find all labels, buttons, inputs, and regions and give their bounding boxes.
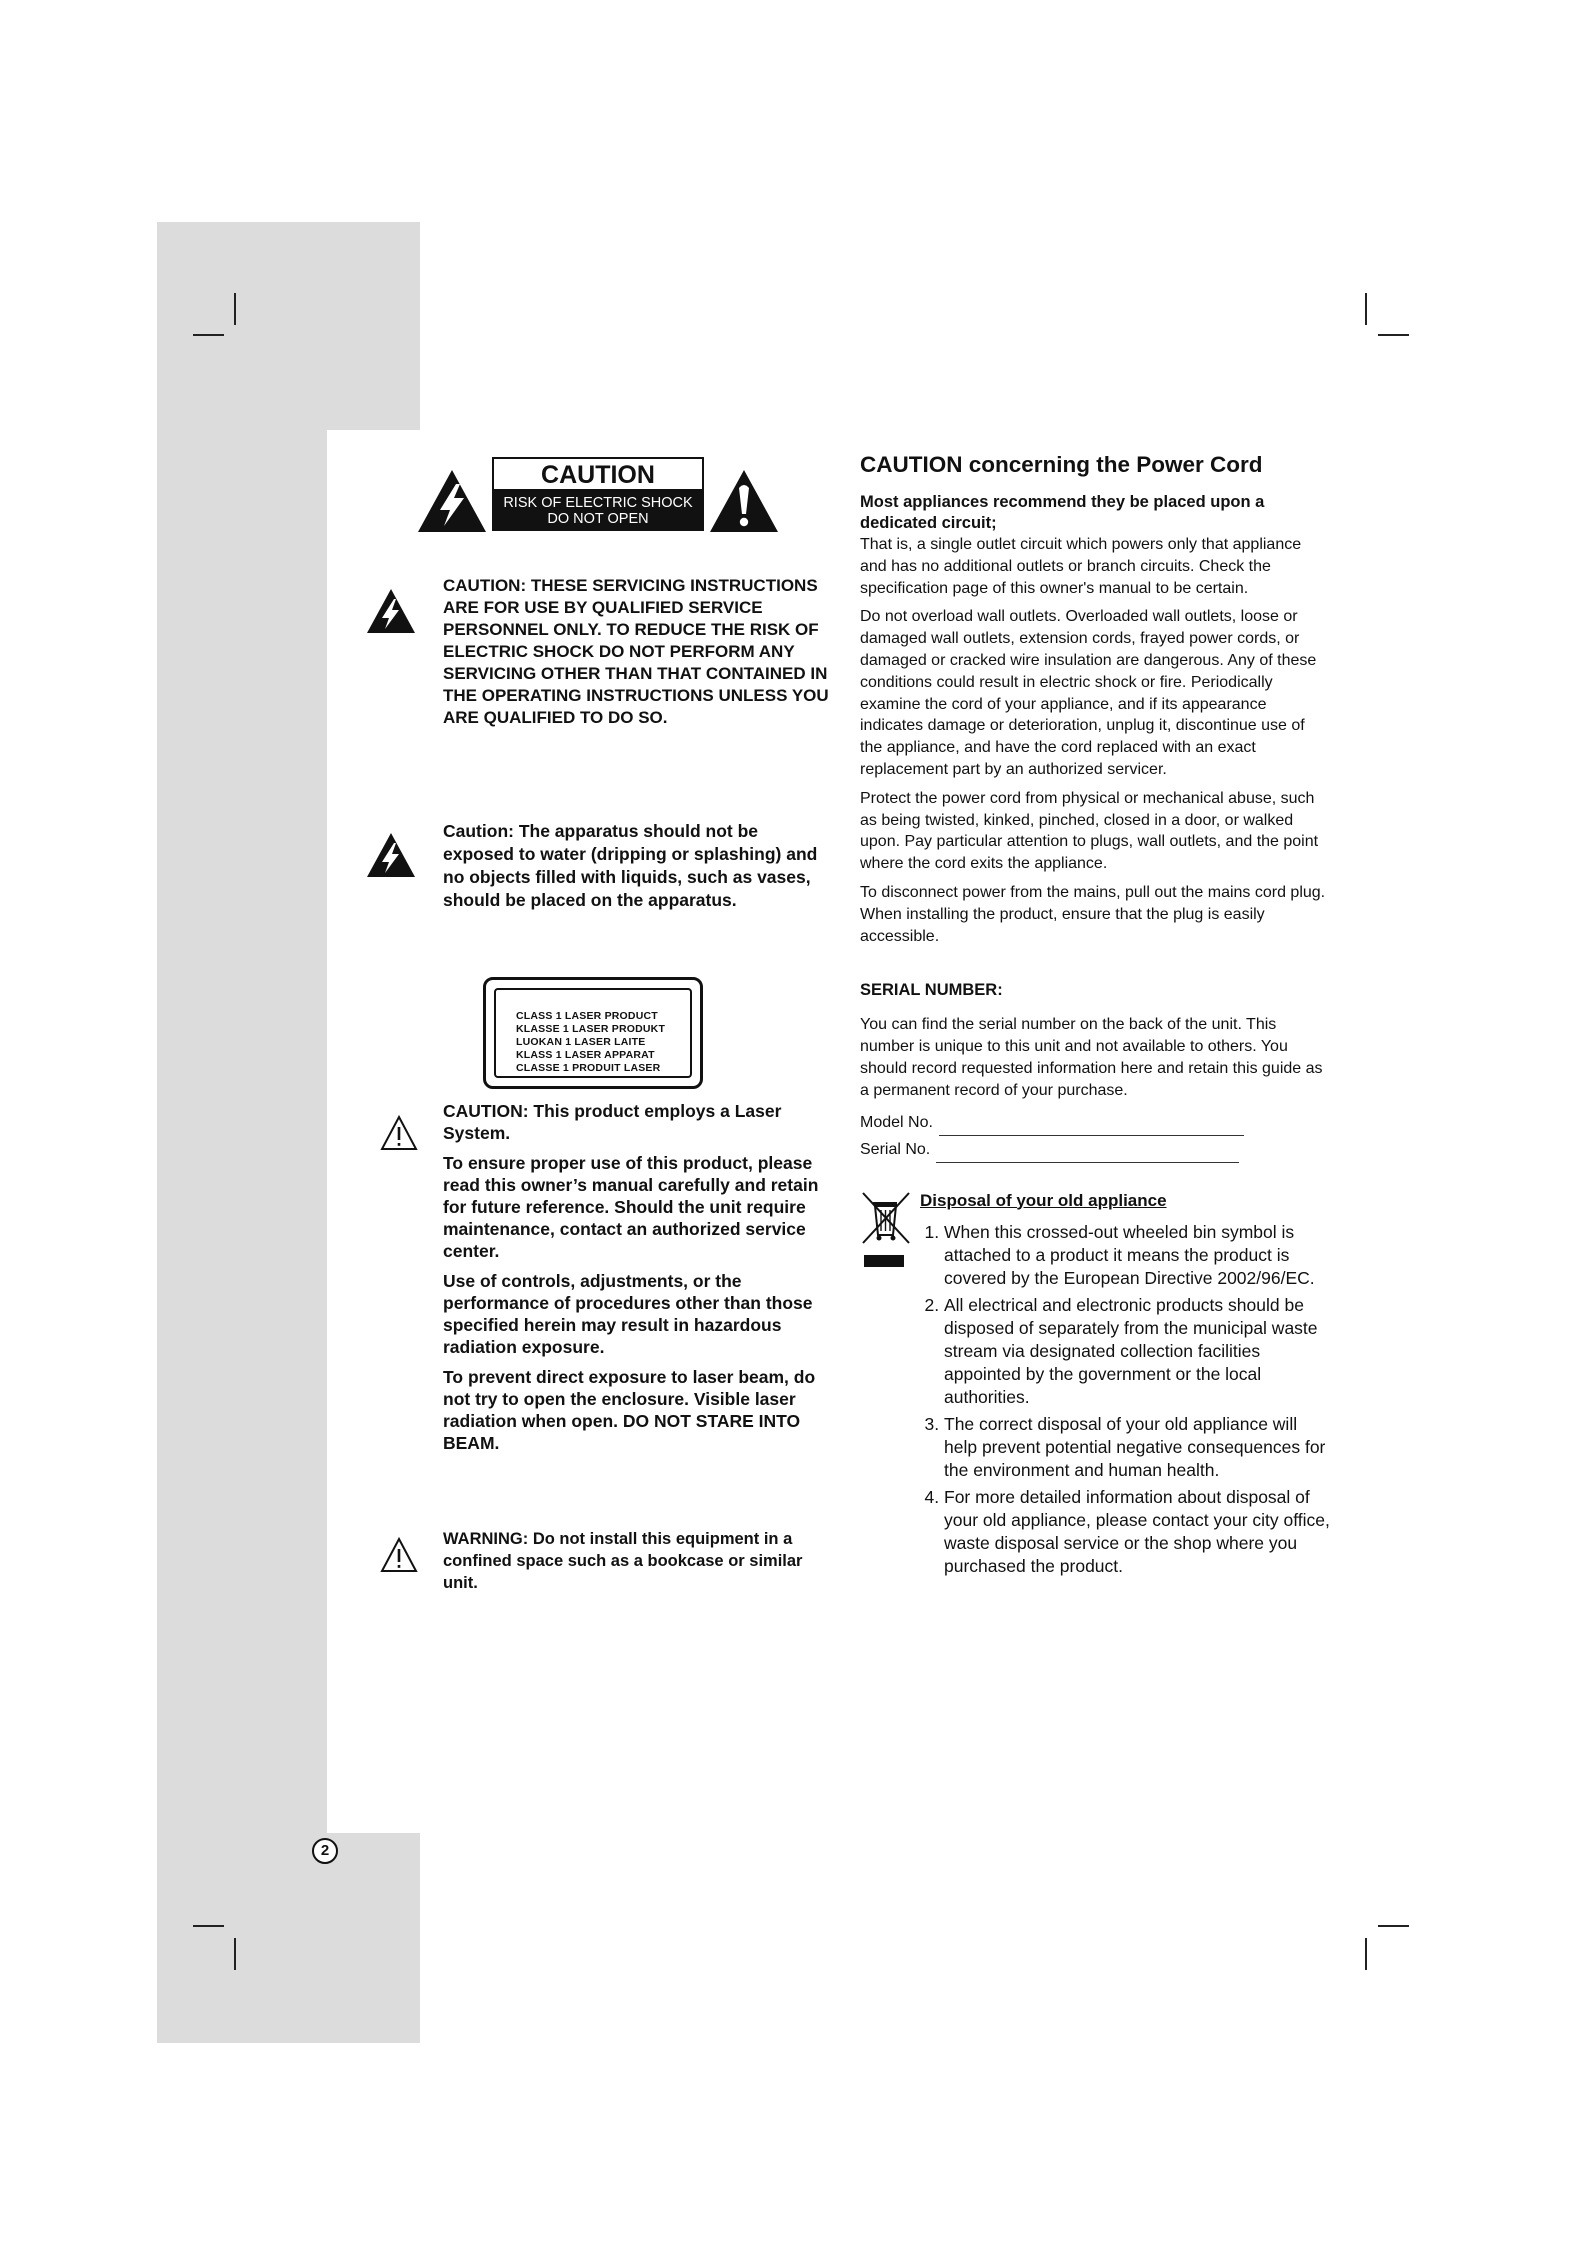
serial-number-field	[860, 1136, 1330, 1163]
power-cord-subheading: Most appliances recommend they be placed upon a dedicated circuit;	[860, 493, 1265, 532]
margin-band-mid	[157, 430, 327, 1833]
power-cord-paragraph: That is, a single outlet circuit which powers only that appliance and has no additional outlets or branch circuits. Check the specification page of this owner's manual to be certain.	[860, 536, 1302, 597]
power-cord-paragraph: Do not overload wall outlets. Overloaded wall outlets, loose or damaged wall outlets, extension cords, frayed power cords, or damaged or cracked wire insulation are dangerous. Any of these conditions could result in electric shock or fire. Periodically examine the cord of your appliance, and if its appearance indicates damage or deterioration, unplug it, discontinue use of the appliance, and have the cord replaced with an exact replacement part by an authorized servicer.	[860, 608, 1317, 778]
serial-number-label: Serial No.	[860, 1140, 931, 1158]
caution-label-line2: DO NOT OPEN	[547, 511, 649, 527]
laser-caution-block	[443, 1100, 833, 1462]
servicing-caution-text: CAUTION: THESE SERVICING INSTRUCTIONS ARE FOR USE BY QUALIFIED SERVICE PERSONNEL ONLY. TO REDUCE THE RISK OF ELECTRIC SHOCK DO NOT PERFORM ANY SERVICING OTHER THAN THAT CONTAINED IN THE OPERATING INSTRUCTIONS UNLESS YOU ARE QUALIFIED TO DO SO.	[443, 576, 829, 727]
caution-label-subtitle	[492, 491, 704, 531]
warning-triangle-icon	[380, 1537, 418, 1573]
electric-shock-warning-icon	[366, 588, 416, 634]
caution-label	[492, 457, 704, 535]
laser-caution-text: To prevent direct exposure to laser beam, do not try to open the enclosure. Visible laser radiation when open. DO NOT STARE INTO BEAM.	[443, 1367, 816, 1453]
power-cord-paragraph: Protect the power cord from physical or mechanical abuse, such as being twisted, kinked, pinched, closed in a door, or walked upon. Pay particular attention to plugs, wall outlets, and the point where the cord exits the appliance.	[860, 789, 1319, 873]
warning-triangle-icon	[380, 1115, 418, 1151]
laser-caution-text: Use of controls, adjustments, or the performance of procedures other than those specified herein may result in hazardous radiation exposure.	[443, 1271, 813, 1357]
power-cord-paragraph: To disconnect power from the mains, pull out the mains cord plug. When installing the product, ensure that the plug is easily accessible.	[860, 883, 1326, 945]
disposal-list-item: 1. When this crossed-out wheeled bin symbol is attached to a product it means the product is covered by the European Directive 2002/96/EC.	[944, 1221, 1330, 1290]
caution-label-title: CAUTION	[492, 457, 704, 491]
laser-label-line: KLASS 1 LASER APPARAT	[516, 1049, 655, 1061]
crop-mark	[234, 293, 236, 325]
model-number-line	[939, 1119, 1244, 1136]
confined-space-warning-text: WARNING: Do not install this equipment in a confined space such as a bookcase or similar unit.	[443, 1530, 803, 1592]
disposal-list-item: 3. The correct disposal of your old appliance will help prevent potential negative consequences for the environment and human health.	[944, 1413, 1330, 1482]
page-number: 2	[312, 1838, 338, 1864]
margin-band-top	[157, 222, 420, 430]
laser-caution-text: To ensure proper use of this product, please read this owner’s manual carefully and retain for future reference. Should the unit require maintenance, contact an authorized service center.	[443, 1153, 819, 1261]
disposal-section	[860, 1191, 1330, 1578]
crop-mark	[193, 1925, 224, 1927]
laser-product-label	[483, 977, 703, 1089]
margin-band-bottom	[157, 1833, 420, 2043]
laser-label-line: CLASS 1 LASER PRODUCT	[516, 1010, 658, 1022]
model-number-label: Model No.	[860, 1113, 933, 1131]
disposal-list-item: 4. For more detailed information about disposal of your old appliance, please contact your city office, waste disposal service or the shop where you purchased the product.	[944, 1486, 1330, 1578]
electric-shock-warning-icon	[416, 468, 488, 534]
right-column	[860, 452, 1330, 1582]
crop-mark	[193, 334, 224, 336]
disposal-list-item: 2. All electrical and electronic products should be disposed of separately from the municipal waste stream via designated collection facilities appointed by the government or the local authorities.	[944, 1294, 1330, 1409]
serial-number-line	[936, 1146, 1239, 1163]
crossed-out-bin-icon	[860, 1191, 912, 1269]
crop-mark	[1378, 1925, 1409, 1927]
serial-number-heading: SERIAL NUMBER:	[860, 981, 1003, 1000]
laser-caution-text: CAUTION: This product employs a Laser System.	[443, 1101, 782, 1143]
caution-label-line1: RISK OF ELECTRIC SHOCK	[503, 495, 693, 511]
laser-label-line: KLASSE 1 LASER PRODUKT	[516, 1023, 666, 1035]
crop-mark	[1365, 1938, 1367, 1970]
laser-label-line: CLASSE 1 PRODUIT LASER	[516, 1062, 661, 1074]
crop-mark	[1378, 334, 1409, 336]
crop-mark	[234, 1938, 236, 1970]
crop-mark	[1365, 293, 1367, 325]
exclamation-warning-icon	[708, 468, 780, 534]
model-number-field	[860, 1109, 1330, 1136]
electric-shock-warning-icon	[366, 832, 416, 878]
disposal-heading: Disposal of your old appliance	[920, 1190, 1167, 1210]
disposal-list	[920, 1221, 1330, 1578]
serial-number-text: You can find the serial number on the back of the unit. This number is unique to this unit and not available to others. You should record requested information here and retain this guide as a permanent record of your purchase.	[860, 1016, 1323, 1099]
water-caution-text: Caution: The apparatus should not be exposed to water (dripping or splashing) and no objects filled with liquids, such as vases, should be placed on the apparatus.	[443, 821, 818, 910]
laser-label-line: LUOKAN 1 LASER LAITE	[516, 1036, 646, 1048]
power-cord-heading: CAUTION concerning the Power Cord	[860, 452, 1263, 477]
